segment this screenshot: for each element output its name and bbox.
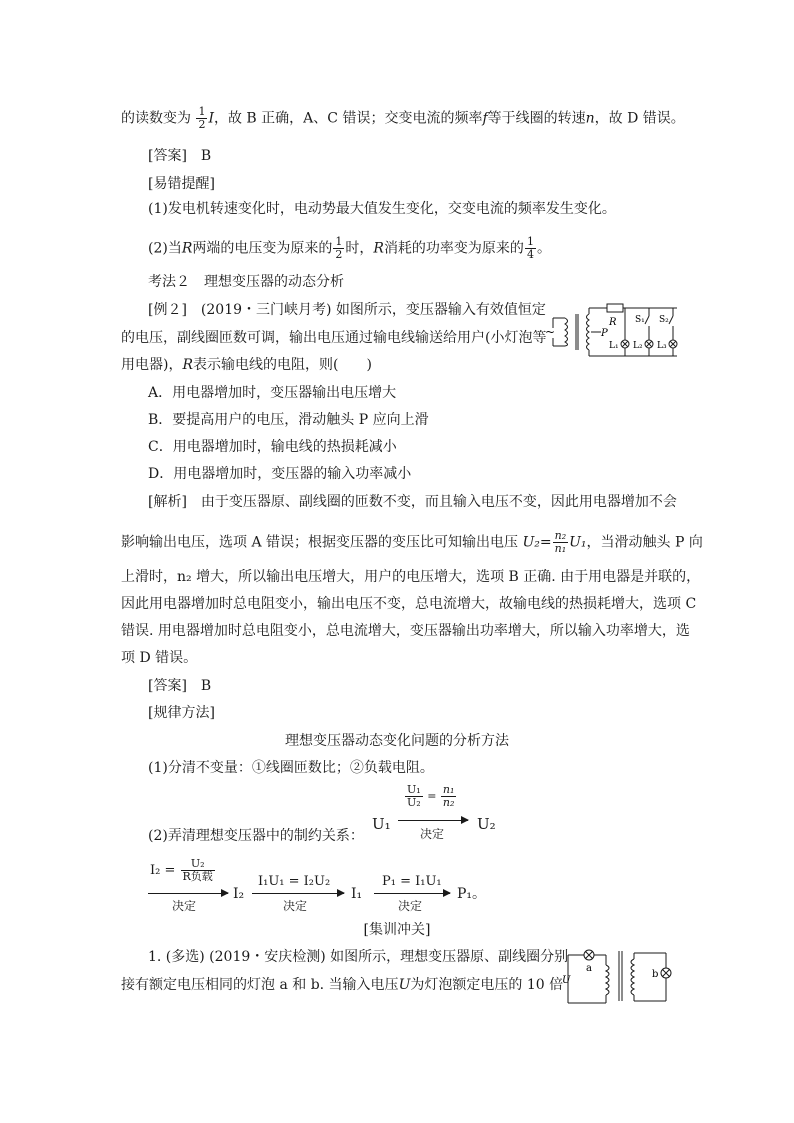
numerator: U₂	[181, 858, 215, 871]
answer-label: [答案] B	[148, 148, 212, 164]
denominator: U₂	[407, 796, 421, 809]
transformer-diagram	[562, 945, 674, 1009]
analysis-line: [解析] 由于变压器原、副线圈的匝数不变，而且输入电压不变，因此用电器增加不会	[148, 494, 677, 510]
paragraph-line	[148, 236, 551, 261]
analysis-line	[121, 530, 703, 555]
analysis-line: 上滑时，n₂ 增大，所以输出电压增大，用户的电压增大，选项 B 正确. 由于用电器是并联的，	[121, 569, 701, 585]
paragraph-line: (1)发电机转速变化时，电动势最大值发生变化，交变电流的频率发生变化。	[148, 201, 616, 217]
denominator: 2	[335, 248, 343, 261]
text: 接有额定电压相同的灯泡 a 和 b. 当输入电压	[121, 977, 399, 993]
question-line: 1. (多选) (2019・安庆检测) 如图所示，理想变压器原、副线圈分别	[148, 949, 569, 965]
text: 两端的电压变为原来的	[192, 240, 333, 257]
symbol-i1: I₁	[351, 886, 363, 902]
text: ，故 D 错误。	[594, 110, 685, 127]
chain-formula-1	[150, 858, 216, 883]
option-b: B．要提高用户的电压，滑动触头 P 应向上滑	[148, 412, 429, 428]
punctuation: 。	[472, 886, 487, 902]
question-line	[121, 975, 563, 995]
lamp-b-label: b	[652, 969, 659, 980]
text: ，当滑动触头 P 向	[586, 534, 703, 551]
section-heading: [集训冲关]	[363, 922, 431, 938]
fraction	[553, 530, 569, 555]
rule-line: (1)分清不变量：①线圈匝数比；②负载电阻。	[148, 760, 434, 776]
voltage-label: U	[562, 975, 571, 986]
numerator: U₁	[407, 783, 421, 796]
analysis-line: 项 D 错误。	[121, 650, 198, 666]
text: 用电器)，	[121, 357, 183, 373]
switch-label: S₂	[659, 315, 669, 325]
fraction	[441, 784, 457, 809]
numerator: n₂	[554, 529, 567, 542]
denominator: 2	[198, 118, 206, 131]
lamp-a-label: a	[586, 963, 592, 974]
example-line	[121, 355, 372, 375]
symbol-p1	[457, 884, 486, 904]
rule-title: 理想变压器动态变化问题的分析方法	[285, 733, 509, 749]
numerator: 1	[526, 235, 534, 248]
example-line: [例２] (2019・三门峡月考) 如图所示，变压器输入有效值恒定	[148, 302, 546, 318]
resistor-label: R	[609, 317, 617, 328]
option-c: C．用电器增加时，输电线的热损耗减小	[148, 439, 397, 455]
switch-label: S₁	[635, 315, 645, 325]
formula-part: I₂ =	[150, 863, 176, 878]
fraction	[525, 236, 536, 261]
lamp-label: L₃	[657, 341, 667, 351]
formula-part: P₁	[457, 886, 473, 902]
denominator: n₂	[442, 796, 455, 809]
symbol-u1: U₁	[372, 815, 391, 833]
text: (2)当	[148, 240, 182, 257]
equals: =	[427, 789, 437, 803]
option-a: A．用电器增加时，变压器输出电压增大	[148, 385, 397, 401]
symbol-i2: I₂	[233, 886, 245, 902]
text: 的读数变为	[121, 110, 191, 127]
symbol-u2: U₂	[477, 815, 496, 833]
denominator: 4	[526, 248, 534, 261]
analysis-line: 错误. 用电器增加时总电阻变小，总电流增大，变压器输出功率增大，所以输入功率增大，选	[121, 623, 690, 639]
ratio-formula	[404, 784, 457, 809]
section-heading: [规律方法]	[148, 705, 215, 721]
text: 等于线圈的转速	[487, 110, 586, 127]
example-line: 的电压，副线圈匝数可调，输出电压通过输电线输送给用户(小灯泡等	[121, 330, 547, 346]
text: ，故 B 正确，A、C 错误；交变电流的频率	[213, 110, 483, 127]
variable: R	[373, 240, 384, 257]
denominator: R负载	[182, 870, 213, 883]
fraction	[405, 784, 423, 809]
variable: R	[182, 357, 194, 373]
text: 消耗的功率变为原来的	[383, 240, 524, 257]
lamp-label: L₁	[609, 341, 619, 351]
fraction	[333, 236, 344, 261]
fraction	[196, 106, 207, 131]
text: 表示输电线的电阻，则( )	[193, 357, 372, 373]
answer-label: [答案] B	[148, 678, 212, 694]
rule-line: (2)弄清理想变压器中的制约关系：	[148, 828, 364, 844]
decide-label: 决定	[420, 827, 445, 841]
paragraph-line	[121, 106, 685, 131]
fraction	[181, 858, 215, 883]
chain-formula-2: I₁U₁ = I₂U₂	[258, 874, 331, 889]
decide-label: 决定	[283, 899, 308, 913]
formula-part: U₁	[569, 534, 587, 551]
analysis-line: 因此用电器增加时总电阻变小，输出电压不变，总电流增大，故输电线的热损耗增大，选项 C	[121, 596, 697, 612]
decide-arrow	[252, 893, 344, 894]
decide-label: 决定	[172, 899, 197, 913]
variable: U	[398, 977, 411, 993]
text: 为灯泡额定电压的 10 倍	[410, 977, 564, 993]
numerator: n₁	[442, 783, 455, 796]
decide-arrow	[398, 820, 468, 821]
denominator: n₁	[554, 542, 567, 555]
text: 时，	[345, 240, 374, 257]
slider-label: P	[601, 328, 608, 339]
option-d: D．用电器增加时，变压器的输入功率减小	[148, 466, 412, 482]
variable: I	[208, 110, 214, 127]
numerator: 1	[335, 235, 343, 248]
variable: f	[482, 110, 488, 127]
chain-formula-3: P₁ = I₁U₁	[382, 874, 442, 889]
variable: R	[181, 240, 193, 257]
decide-arrow	[148, 893, 228, 894]
text: 。	[536, 240, 551, 257]
decide-arrow	[374, 893, 450, 894]
decide-label: 决定	[398, 899, 423, 913]
variable: n	[585, 110, 595, 127]
section-heading: [易错提醒]	[148, 176, 215, 192]
lamp-label: L₂	[633, 341, 643, 351]
numerator: 1	[198, 105, 206, 118]
ac-source-symbol: ~	[545, 325, 556, 339]
method-title: 考法２ 理想变压器的动态分析	[148, 274, 344, 290]
circuit-diagram	[545, 300, 685, 362]
text: 影响输出电压，选项 A 错误；根据变压器的变压比可知输出电压	[121, 534, 519, 551]
formula-part: U₂=	[522, 534, 552, 551]
